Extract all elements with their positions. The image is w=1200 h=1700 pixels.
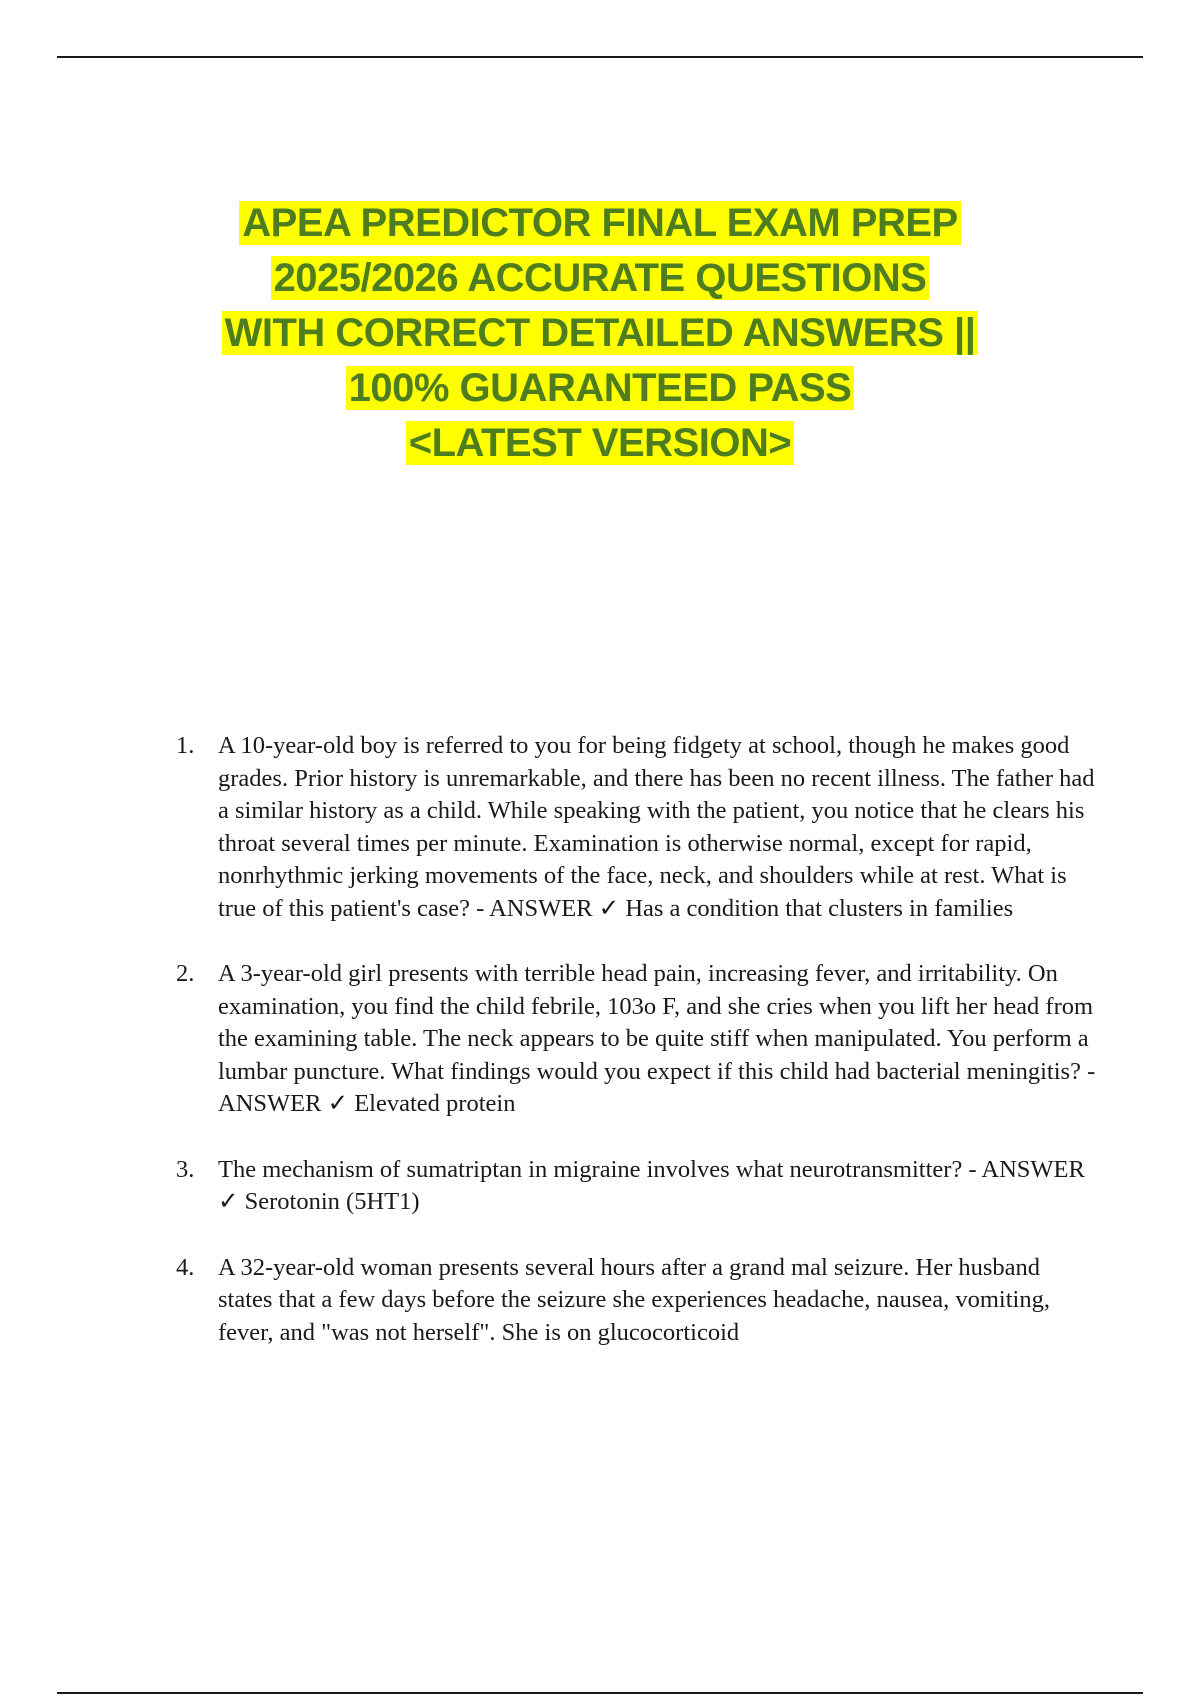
question-item	[176, 958, 1096, 1121]
title-line: WITH CORRECT DETAILED ANSWERS ||	[0, 306, 1200, 361]
question-number: 2.	[176, 960, 195, 987]
question-list	[176, 730, 1096, 1382]
document-title	[0, 196, 1200, 471]
question-number: 1.	[176, 732, 195, 759]
question-number: 4.	[176, 1253, 195, 1281]
title-line: 100% GUARANTEED PASS	[0, 361, 1200, 416]
bottom-rule	[57, 1692, 1143, 1694]
question-item	[176, 1154, 1096, 1219]
top-rule	[57, 56, 1143, 58]
title-line: 2025/2026 ACCURATE QUESTIONS	[0, 251, 1200, 306]
question-item	[176, 730, 1096, 925]
question-item	[176, 1252, 1096, 1350]
title-line: <LATEST VERSION>	[0, 416, 1200, 471]
title-line: APEA PREDICTOR FINAL EXAM PREP	[0, 196, 1200, 251]
question-text: A 32-year-old woman presents several hours after a grand mal seizure. Her husband states that a few days before the seizure she experiences headache, nausea, vomiting, fever, and "was not herself". She is on glucocorticoid	[218, 1253, 1050, 1346]
question-number: 3.	[176, 1155, 195, 1183]
question-text: A 3-year-old girl presents with terrible head pain, increasing fever, and irritability. On examination, you find the child febrile, 103o F, and she cries when you lift her head from the examining table. The neck appears to be quite stiff when manipulated. You perform a lumbar puncture. What findings would you expect if this child had bacterial meningitis? - ANSWER ✓ Elevated protein	[218, 960, 1096, 1117]
question-text: A 10-year-old boy is referred to you for being fidgety at school, though he makes good grades. Prior history is unremarkable, and there has been no recent illness. The father had a similar history as a child. While speaking with the patient, you notice that he clears his throat several times per minute. Examination is otherwise normal, except for rapid, nonrhythmic jerking movements of the face, neck, and shoulders while at rest. What is true of this patient's case? - ANSWER ✓ Has a condition that clusters in families	[218, 732, 1095, 922]
question-text: The mechanism of sumatriptan in migraine involves what neurotransmitter? - ANSWER ✓ Serotonin (5HT1)	[218, 1155, 1085, 1215]
